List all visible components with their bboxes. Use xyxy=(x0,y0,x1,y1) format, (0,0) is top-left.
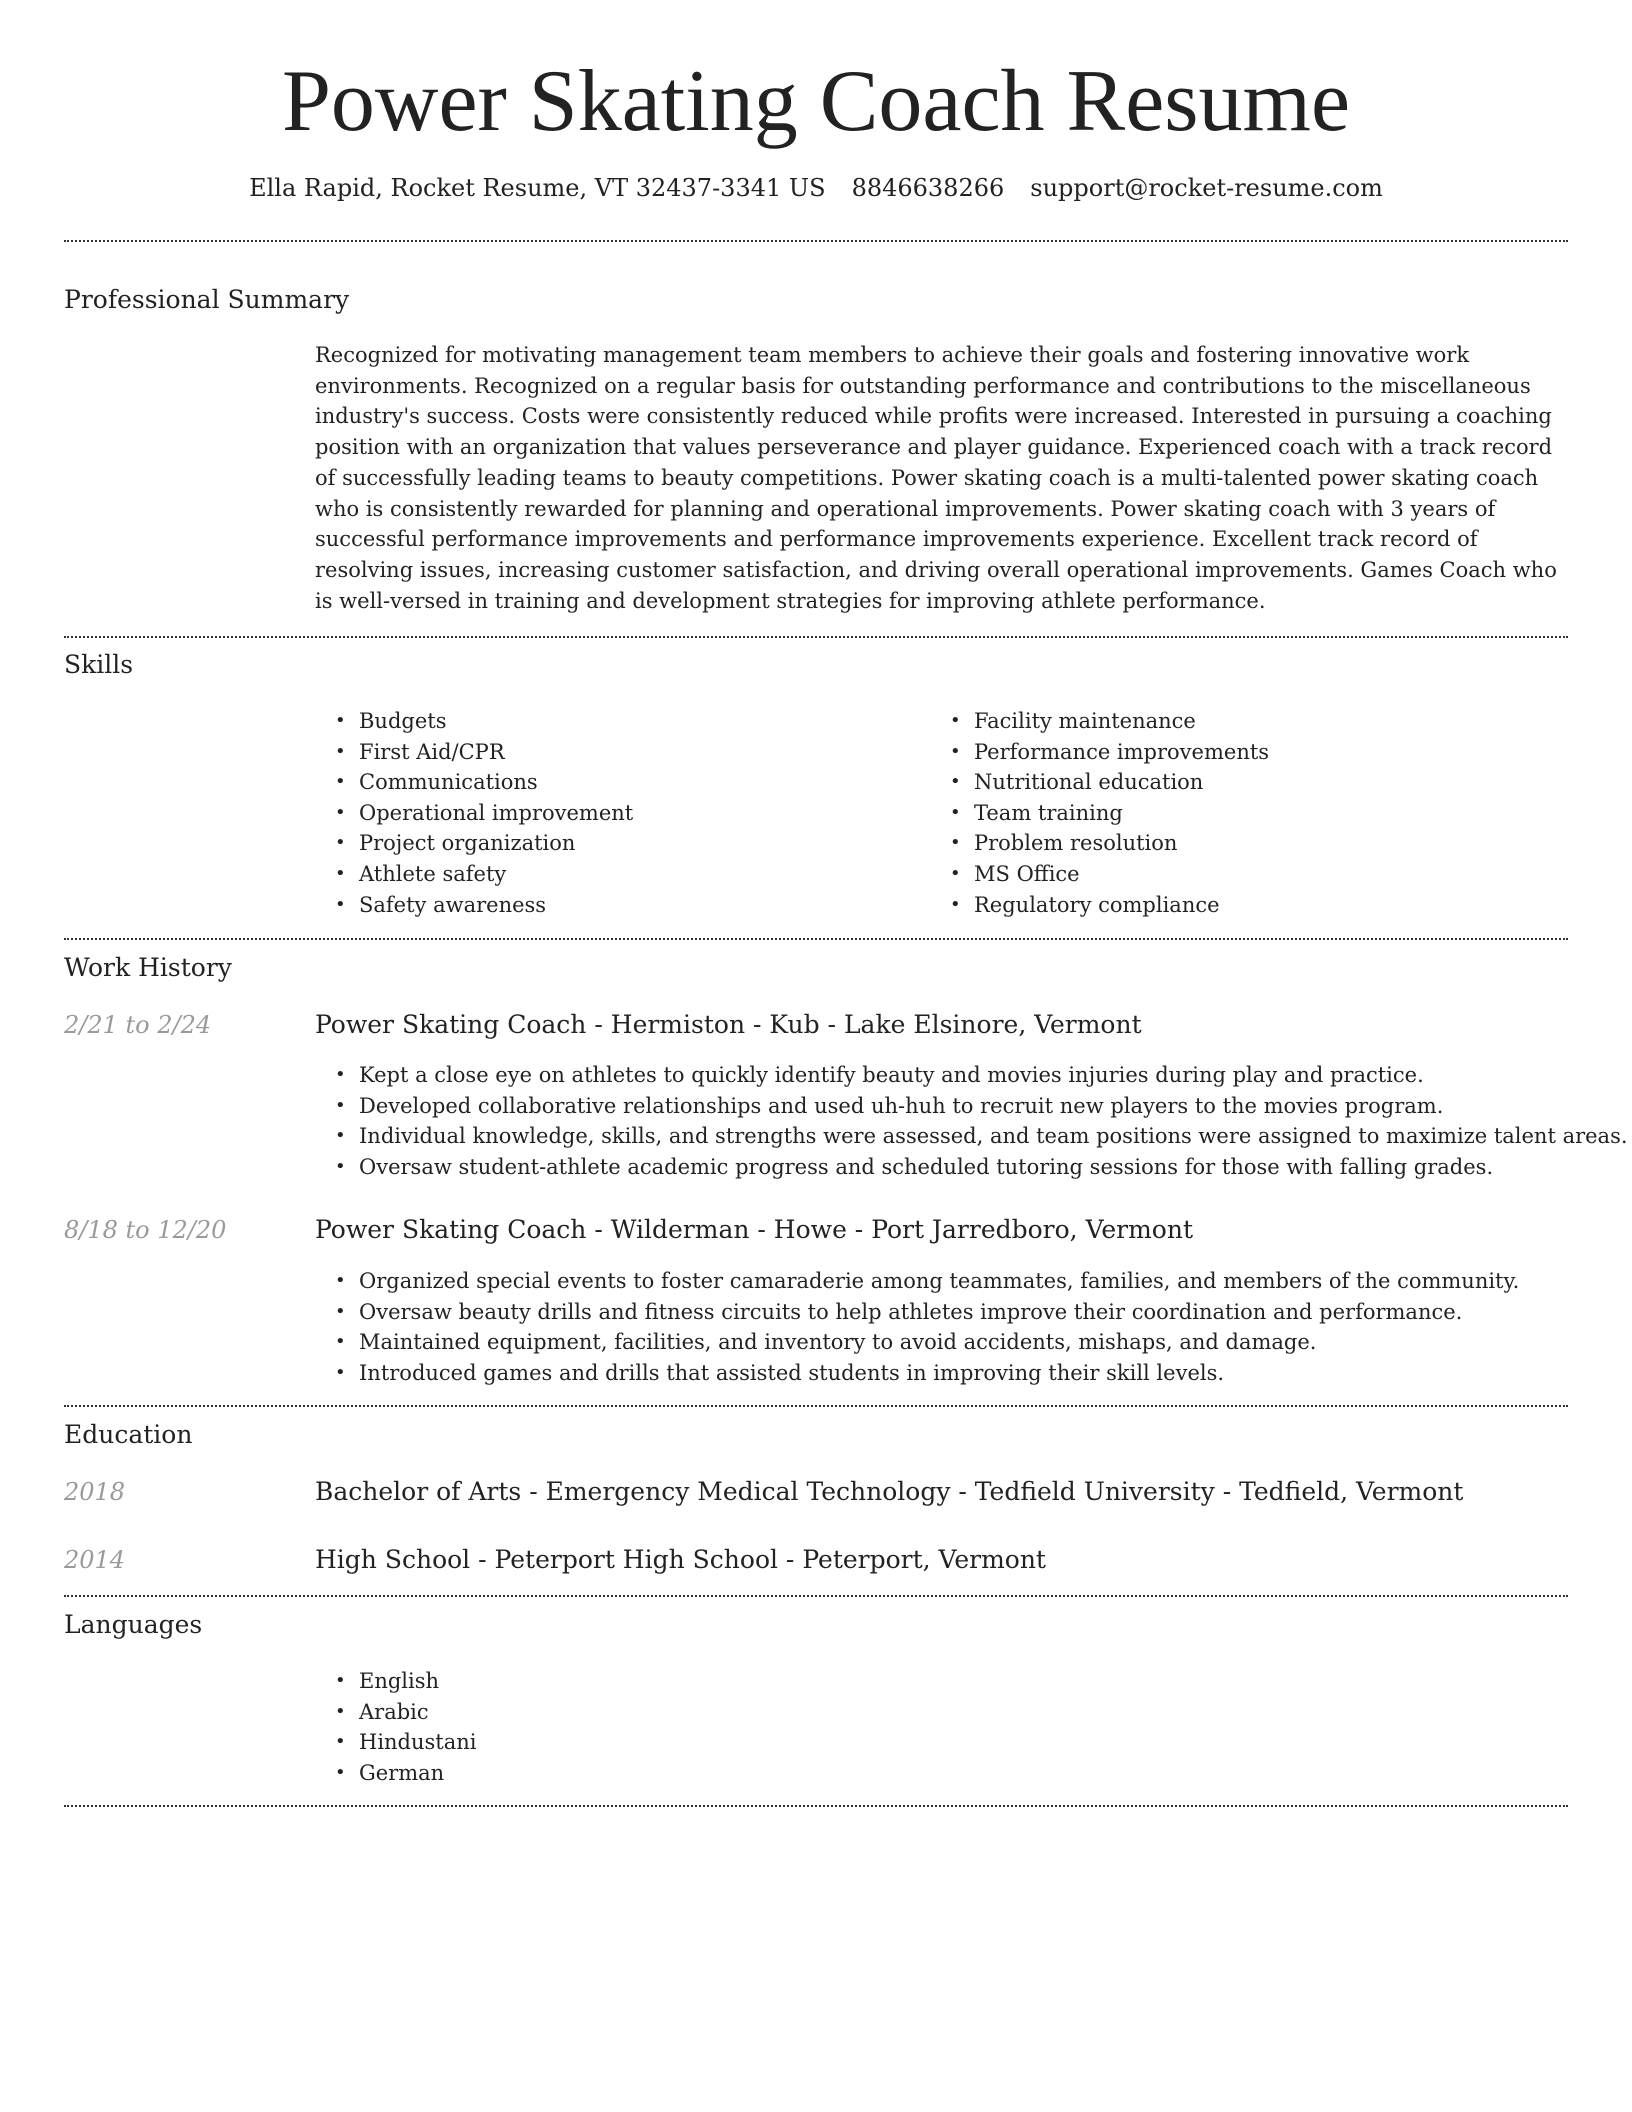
job-dates: 2/21 to 2/24 xyxy=(64,1011,212,1039)
summary-text: Recognized for motivating management team members to achieve their goals and fostering innovative work environments. Recognized on a regular basis for outstanding performance and contributions to the miscellaneous industry's success. Costs were consistently reduced while profits were increased. Interested in pursuing a coaching position with an organization that values perseverance and player guidance. Experienced coach with a track record of successfully leading teams to beauty competitions. Power skating coach is a multi-talented power skating coach who is consistently rewarded for planning and operational improvements. Power skating coach with 3 years of successful performance improvements and performance improvements experience. Excellent track record of resolving issues, increasing customer satisfaction, and driving overall operational improvements. Games Coach who is well-versed in training and development strategies for improving athlete performance. xyxy=(315,343,1557,613)
list-item: • Facility maintenance xyxy=(974,706,1574,737)
list-item: • Communications xyxy=(359,767,919,798)
job-title: Power Skating Coach xyxy=(315,1010,587,1039)
contact-address: Ella Rapid, Rocket Resume, VT 32437-3341 US xyxy=(249,174,826,202)
job-details: - Wilderman - Howe - Port Jarredboro, Vermont xyxy=(586,1215,1193,1244)
languages-list xyxy=(315,1666,959,1788)
list-item: • Oversaw student-athlete academic progress and scheduled tutoring sessions for those with falling grades. xyxy=(359,1152,1612,1183)
contact-email: support@rocket-resume.com xyxy=(1030,174,1383,202)
list-item: • English xyxy=(359,1666,959,1697)
list-item: • Nutritional education xyxy=(974,767,1574,798)
list-item: • Organized special events to foster camaraderie among teammates, families, and members of the community. xyxy=(359,1266,1612,1297)
list-item: • Team training xyxy=(974,798,1574,829)
education-heading: Education xyxy=(64,1420,193,1449)
job-dates: 8/18 to 12/20 xyxy=(64,1216,227,1244)
summary-heading: Professional Summary xyxy=(64,285,350,314)
section-divider xyxy=(64,1595,1568,1597)
list-item: • Arabic xyxy=(359,1697,959,1728)
languages-heading: Languages xyxy=(64,1610,203,1639)
list-item: • Introduced games and drills that assisted students in improving their skill levels. xyxy=(359,1358,1612,1389)
education-details: - Peterport High School - Peterport, Vermont xyxy=(470,1545,1046,1574)
list-item: • Maintained equipment, facilities, and inventory to avoid accidents, mishaps, and damage. xyxy=(359,1327,1612,1358)
list-item: • MS Office xyxy=(974,859,1574,890)
list-item: • Performance improvements xyxy=(974,737,1574,768)
job-bullets xyxy=(315,1266,1612,1388)
list-item: • Project organization xyxy=(359,828,919,859)
education-entry xyxy=(315,1475,1463,1509)
list-item: • Hindustani xyxy=(359,1727,959,1758)
list-item: • German xyxy=(359,1758,959,1789)
job-details: - Hermiston - Kub - Lake Elsinore, Vermont xyxy=(586,1010,1142,1039)
education-degree: Bachelor of Arts - Emergency Medical Technology xyxy=(315,1477,951,1506)
job-title: Power Skating Coach xyxy=(315,1215,587,1244)
list-item: • Operational improvement xyxy=(359,798,919,829)
education-degree: High School xyxy=(315,1545,471,1574)
section-divider xyxy=(64,240,1568,242)
list-item: • Safety awareness xyxy=(359,890,919,921)
section-divider xyxy=(64,938,1568,940)
list-item: • Budgets xyxy=(359,706,919,737)
skills-list-right xyxy=(930,706,1574,920)
section-divider xyxy=(64,1405,1568,1407)
list-item: • Developed collaborative relationships and used uh-huh to recruit new players to the movies program. xyxy=(359,1091,1612,1122)
job-heading xyxy=(315,1213,1193,1247)
list-item: • Kept a close eye on athletes to quickly identify beauty and movies injuries during play and practice. xyxy=(359,1060,1612,1091)
skills-heading: Skills xyxy=(64,650,134,679)
education-details: - Tedfield University - Tedfield, Vermont xyxy=(950,1477,1464,1506)
education-year: 2018 xyxy=(64,1478,126,1506)
list-item: • Regulatory compliance xyxy=(974,890,1574,921)
list-item: • Oversaw beauty drills and fitness circuits to help athletes improve their coordination and performance. xyxy=(359,1297,1612,1328)
resume-title: Power Skating Coach Resume xyxy=(281,53,1351,150)
contact-line xyxy=(64,172,1568,204)
job-heading xyxy=(315,1008,1142,1042)
section-divider xyxy=(64,1805,1568,1807)
job-bullets xyxy=(315,1060,1628,1182)
list-item: • First Aid/CPR xyxy=(359,737,919,768)
section-divider xyxy=(64,636,1568,638)
contact-phone: 8846638266 xyxy=(851,174,1005,202)
work-heading: Work History xyxy=(64,953,232,982)
education-year: 2014 xyxy=(64,1546,126,1574)
list-item: • Individual knowledge, skills, and strengths were assessed, and team positions were assigned to maximize talent areas. xyxy=(359,1121,1612,1152)
list-item: • Athlete safety xyxy=(359,859,919,890)
list-item: • Problem resolution xyxy=(974,828,1574,859)
education-entry xyxy=(315,1543,1046,1577)
skills-list-left xyxy=(315,706,919,920)
